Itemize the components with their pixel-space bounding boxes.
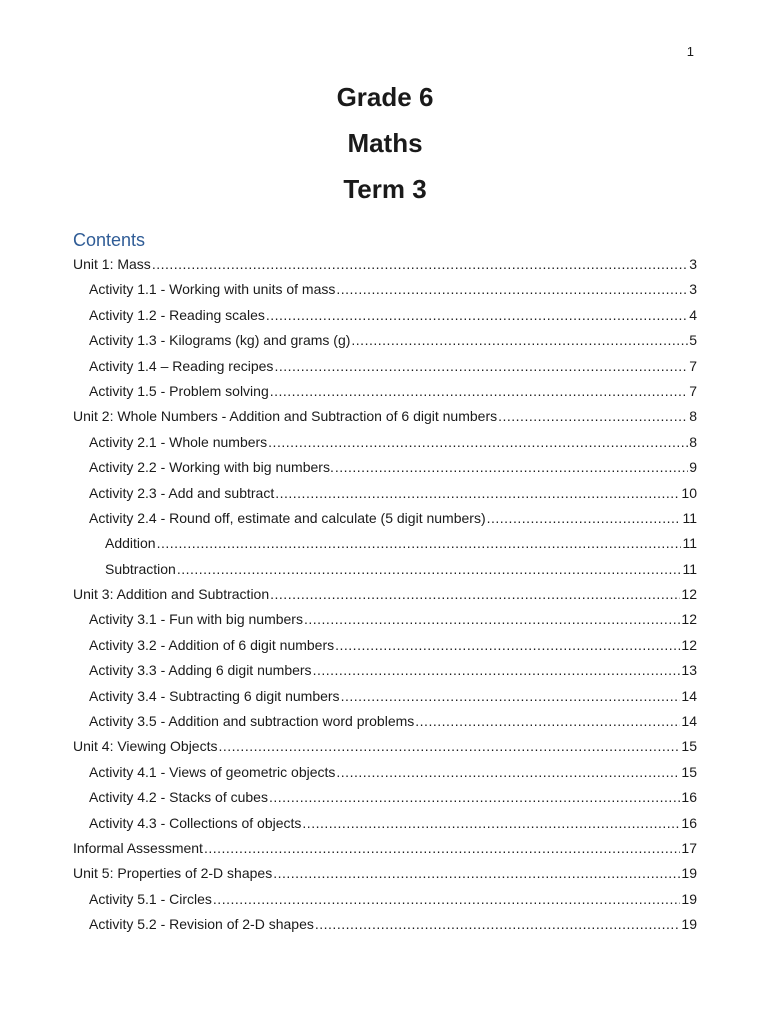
toc-entry-title: Activity 4.1 - Views of geometric objects [89,763,336,780]
toc-entry[interactable] [73,861,697,886]
toc-dot-leader [152,252,688,277]
toc-entry-page: 7 [689,357,697,374]
toc-dot-leader [313,658,681,683]
toc-entry-title: Activity 4.3 - Collections of objects [89,814,302,831]
toc-dot-leader [336,760,680,785]
title-line-term: Term 3 [343,174,427,204]
page-number: 1 [686,44,694,59]
toc-entry[interactable] [73,404,697,429]
toc-entry-page: 17 [681,839,697,856]
toc-dot-leader [177,557,682,582]
toc-entry[interactable] [73,811,697,836]
toc-dot-leader [213,887,681,912]
toc-entry-title: Activity 5.1 - Circles [89,890,212,907]
toc-entry[interactable] [73,760,697,785]
toc-entry-title: Addition [105,535,156,552]
toc-entry-title: Activity 2.3 - Add and subtract [89,484,275,501]
toc-entry-title: Activity 3.4 - Subtracting 6 digit numbers [89,687,340,704]
toc-entry[interactable] [73,633,697,658]
toc-entry-page: 12 [681,636,697,653]
toc-dot-leader [304,607,680,632]
toc-entry[interactable] [73,277,697,302]
toc-entry-page: 5 [689,332,697,349]
toc-dot-leader [270,582,680,607]
toc-entry-title: Activity 2.1 - Whole numbers [89,433,268,450]
toc-entry-title: Activity 4.2 - Stacks of cubes [89,789,268,806]
toc-entry[interactable] [73,252,697,277]
toc-entry-page: 19 [681,890,697,907]
toc-entry[interactable] [73,455,697,480]
toc-entry[interactable] [73,328,697,353]
toc-dot-leader [336,277,688,302]
toc-entry-page: 15 [681,738,697,755]
toc-entry-page: 13 [681,662,697,679]
toc-entry-page: 3 [689,256,697,272]
toc-entry[interactable] [73,582,697,607]
toc-dot-leader [351,328,688,353]
toc-entry-page: 16 [681,789,697,806]
toc-entry[interactable] [73,607,697,632]
toc-entry-title: Activity 1.1 - Working with units of mass [89,281,336,298]
toc-entry-page: 9 [689,459,697,476]
toc-dot-leader [274,354,688,379]
toc-entry-title: Unit 3: Addition and Subtraction [73,586,270,603]
contents-heading: Contents [73,230,146,250]
document-title [0,74,770,212]
toc-dot-leader [270,379,688,404]
toc-entry-title: Unit 5: Properties of 2-D shapes [73,865,273,882]
toc-dot-leader [487,506,682,531]
toc-dot-leader [204,836,680,861]
toc-entry-page: 7 [689,382,697,399]
toc-entry-title: Activity 2.2 - Working with big numbers. [89,459,334,476]
toc-dot-leader [218,734,680,759]
toc-dot-leader [273,861,680,886]
toc-entry-page: 3 [689,281,697,298]
toc-entry[interactable] [73,709,697,734]
toc-entry-title: Activity 3.3 - Adding 6 digit numbers [89,662,312,679]
toc-entry[interactable] [73,557,697,582]
toc-entry[interactable] [73,785,697,810]
toc-entry-page: 8 [689,408,697,425]
toc-dot-leader [302,811,680,836]
toc-entry-page: 10 [681,484,697,501]
title-line-subject: Maths [347,128,423,158]
toc-dot-leader [268,430,688,455]
toc-entry-title: Activity 1.4 – Reading recipes [89,357,274,374]
toc-dot-leader [415,709,680,734]
toc-entry[interactable] [73,658,697,683]
toc-entry-page: 4 [689,306,697,323]
toc-entry-page: 11 [682,560,697,577]
toc-dot-leader [341,684,681,709]
toc-entry[interactable] [73,379,697,404]
toc-entry[interactable] [73,303,697,328]
toc-entry[interactable] [73,734,697,759]
toc-entry[interactable] [73,430,697,455]
toc-entry-title: Unit 2: Whole Numbers - Addition and Subtraction of 6 digit numbers [73,408,498,425]
table-of-contents [73,252,697,938]
toc-entry-page: 11 [682,509,697,526]
toc-entry-page: 8 [689,433,697,450]
toc-entry-page: 14 [681,687,697,704]
toc-entry[interactable] [73,481,697,506]
toc-entry-page: 16 [681,814,697,831]
toc-entry-title: Activity 3.1 - Fun with big numbers [89,611,303,628]
toc-dot-leader [315,912,681,937]
toc-dot-leader [498,404,688,429]
toc-entry[interactable] [73,887,697,912]
toc-entry-page: 12 [681,611,697,628]
toc-entry[interactable] [73,531,697,556]
toc-entry-page: 14 [681,713,697,730]
toc-entry[interactable] [73,912,697,937]
toc-entry-title: Informal Assessment [73,839,203,856]
toc-entry-title: Activity 1.5 - Problem solving [89,382,269,399]
toc-dot-leader [269,785,680,810]
toc-dot-leader [275,481,680,506]
toc-entry-page: 15 [681,763,697,780]
toc-entry-title: Activity 5.2 - Revision of 2-D shapes [89,916,314,933]
toc-entry[interactable] [73,506,697,531]
toc-entry-title: Activity 3.5 - Addition and subtraction word problems [89,713,415,730]
toc-entry-title: Activity 1.3 - Kilograms (kg) and grams (g) [89,332,351,349]
toc-entry-title: Subtraction [105,560,176,577]
toc-entry-title: Unit 1: Mass [73,256,151,272]
title-line-grade: Grade 6 [336,82,434,112]
toc-entry-title: Activity 1.2 - Reading scales [89,306,265,323]
toc-entry[interactable] [73,684,697,709]
toc-entry-page: 12 [681,586,697,603]
toc-entry-page: 11 [682,535,697,552]
toc-entry-title: Activity 2.4 - Round off, estimate and calculate (5 digit numbers) [89,509,486,526]
toc-entry[interactable] [73,354,697,379]
toc-entry-page: 19 [681,916,697,933]
toc-dot-leader [335,455,688,480]
toc-dot-leader [266,303,688,328]
toc-entry-page: 19 [681,865,697,882]
toc-entry-title: Unit 4: Viewing Objects [73,738,218,755]
toc-entry-title: Activity 3.2 - Addition of 6 digit numbers [89,636,335,653]
toc-entry[interactable] [73,836,697,861]
toc-dot-leader [157,531,682,556]
toc-dot-leader [335,633,680,658]
